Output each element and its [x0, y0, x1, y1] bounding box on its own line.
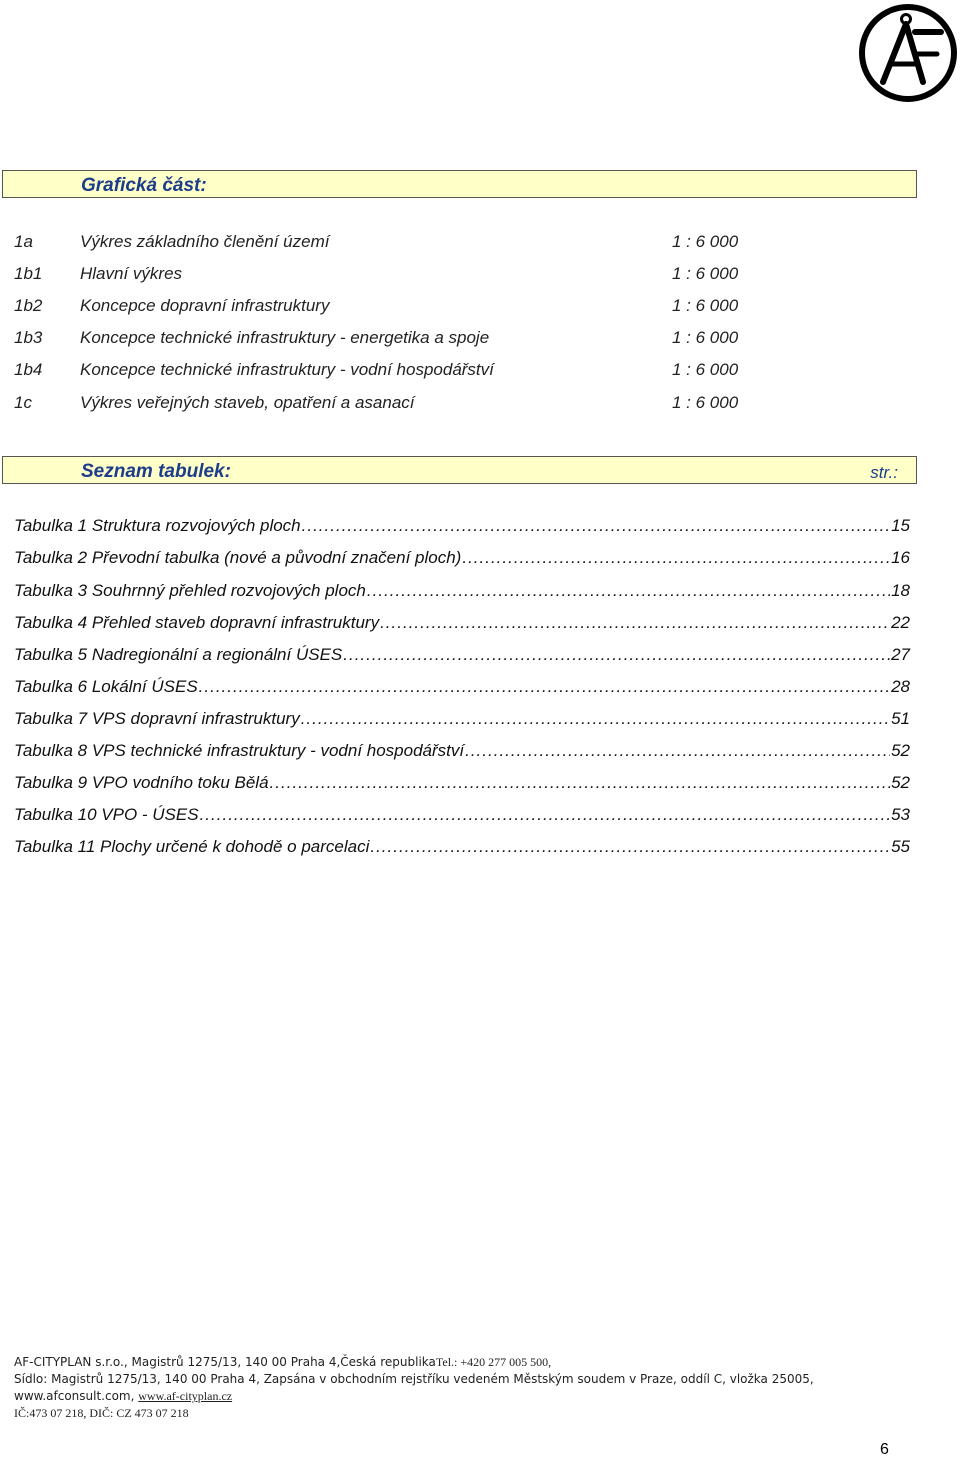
toc-entry[interactable]	[14, 837, 910, 861]
drawing-code: 1c	[14, 393, 32, 412]
footer-phone: Tel.: +420 277 005 500,	[435, 1355, 552, 1369]
toc-leader-dots	[380, 613, 890, 633]
toc-entry-page: 15	[891, 516, 910, 535]
toc-entry-label: Tabulka 5 Nadregionální a regionální ÚSES	[14, 645, 343, 664]
toc-entry[interactable]	[14, 548, 910, 572]
page-number: 6	[880, 1441, 889, 1458]
toc-entry-page: 27	[891, 645, 910, 664]
tables-section-header	[2, 456, 917, 484]
toc-leader-dots	[367, 581, 890, 601]
drawing-scale: 1 : 6 000	[672, 328, 739, 347]
toc-entry[interactable]	[14, 516, 910, 540]
toc-entry-page: 55	[891, 837, 910, 856]
toc-entry[interactable]	[14, 613, 910, 637]
toc-leader-dots	[370, 837, 890, 857]
toc-leader-dots	[302, 516, 890, 536]
toc-entry-label: Tabulka 1 Struktura rozvojových ploch	[14, 516, 301, 535]
footer-seat-line: Sídlo: Magistrů 1275/13, 140 00 Praha 4, Zapsána v obchodním rejstříku vedeném Městským soudem v Praze, oddíl C, vložka 25005,	[14, 1372, 814, 1386]
footer-web-link-afconsult[interactable]: www.afconsult.com,	[14, 1389, 135, 1403]
toc-entry-label: Tabulka 8 VPS technické infrastruktury - vodní hospodářství	[14, 741, 465, 760]
graphic-section-header	[2, 170, 917, 198]
footer-company-line	[14, 1354, 814, 1371]
toc-leader-dots	[199, 677, 890, 697]
footer-web-line	[14, 1388, 814, 1405]
toc-entry[interactable]	[14, 805, 910, 829]
drawing-scale: 1 : 6 000	[672, 393, 739, 412]
toc-entry-page: 52	[891, 773, 910, 792]
toc-entry-label: Tabulka 6 Lokální ÚSES	[14, 677, 198, 696]
drawing-code: 1b2	[14, 296, 43, 315]
toc-entry-page: 52	[891, 741, 910, 760]
toc-entry-page: 16	[891, 548, 910, 567]
drawing-name: Koncepce technické infrastruktury - energetika a spoje	[80, 328, 490, 347]
toc-leader-dots	[462, 548, 890, 568]
drawing-scale: 1 : 6 000	[672, 264, 739, 283]
af-logo-icon	[857, 2, 959, 104]
toc-entry-label: Tabulka 7 VPS dopravní infrastruktury	[14, 709, 300, 728]
toc-entry[interactable]	[14, 741, 910, 765]
toc-entry[interactable]	[14, 645, 910, 669]
footer-web-link-cityplan[interactable]: www.af-cityplan.cz	[138, 1389, 233, 1403]
toc-entry-label: Tabulka 11 Plochy určené k dohodě o parcelaci	[14, 837, 370, 856]
drawing-scale: 1 : 6 000	[672, 360, 739, 379]
toc-entry-label: Tabulka 9 VPO vodního toku Bělá	[14, 773, 269, 792]
footer-company: AF-CITYPLAN s.r.o., Magistrů 1275/13, 140 00 Praha 4,Česká republika	[14, 1355, 436, 1369]
af-logo	[857, 2, 959, 104]
drawing-name: Koncepce technické infrastruktury - vodní hospodářství	[80, 360, 494, 379]
drawing-code: 1b1	[14, 264, 43, 283]
drawing-name: Výkres veřejných staveb, opatření a asanací	[80, 393, 415, 412]
toc-entry-label: Tabulka 4 Přehled staveb dopravní infrastruktury	[14, 613, 380, 632]
drawing-code: 1a	[14, 232, 33, 251]
drawing-name: Koncepce dopravní infrastruktury	[80, 296, 330, 315]
toc-leader-dots	[343, 645, 890, 665]
drawing-scale: 1 : 6 000	[672, 232, 739, 251]
toc-entry-page: 53	[891, 805, 910, 824]
page-footer	[14, 1354, 814, 1422]
drawing-name: Výkres základního členění území	[80, 232, 330, 251]
toc-entry-label: Tabulka 2 Převodní tabulka (nové a původní značení ploch)	[14, 548, 462, 567]
toc-entry-page: 28	[891, 677, 910, 696]
toc-entry[interactable]	[14, 709, 910, 733]
tables-section-title: Seznam tabulek:	[81, 461, 231, 482]
toc-entry-label: Tabulka 10 VPO - ÚSES	[14, 805, 199, 824]
page-column-label: str.:	[870, 463, 898, 482]
graphic-section-title: Grafická část:	[81, 175, 207, 196]
toc-entry-label: Tabulka 3 Souhrnný přehled rozvojových ploch	[14, 581, 366, 600]
toc-leader-dots	[465, 741, 890, 761]
toc-entry[interactable]	[14, 677, 910, 701]
drawing-name: Hlavní výkres	[80, 264, 183, 283]
drawing-scale: 1 : 6 000	[672, 296, 739, 315]
footer-ids: IČ:473 07 218, DIČ: CZ 473 07 218	[14, 1406, 189, 1420]
toc-entry-page: 18	[891, 581, 910, 600]
toc-entry[interactable]	[14, 773, 910, 797]
toc-leader-dots	[270, 773, 891, 793]
toc-entry-page: 22	[891, 613, 910, 632]
toc-leader-dots	[301, 709, 890, 729]
drawing-code: 1b3	[14, 328, 43, 347]
toc-leader-dots	[200, 805, 891, 825]
toc-entry-page: 51	[891, 709, 910, 728]
toc-entry[interactable]	[14, 581, 910, 605]
drawing-code: 1b4	[14, 360, 43, 379]
